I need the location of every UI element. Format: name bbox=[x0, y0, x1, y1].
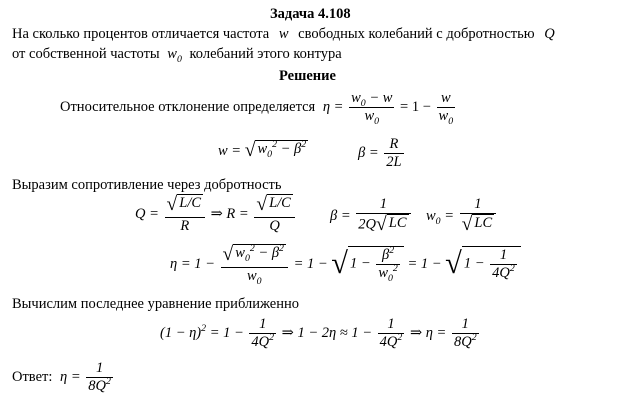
equation-beta-via-Q: β = $\frac{1}{2Q√ LC}$ bbox=[330, 196, 413, 236]
equation-approximation: $(1 - \eta)^2 = 1$ − $\frac{1}{4Q^2}$ ⇒ 1 − 2η ≈ 1 − $\frac{1}{4Q^2}$ ⇒ η = $\frac{1}{8Q^2}$ bbox=[160, 316, 477, 350]
equation-Q-and-R: Q = $\frac{√ L/C}{R}$ ⇒ R = $\frac{√ L/C}{Q}$ bbox=[135, 194, 297, 234]
problem-statement-line-1: На сколько процентов отличается частота w свободных колебаний с добротностью Q bbox=[12, 26, 555, 42]
relative-deviation-line: Относительное отклонение определяется η = $\frac{w_0 - w}{w_0}$ = 1 − $\frac{w}{w_0}$ bbox=[60, 90, 454, 127]
approximate-text: Вычислим последнее уравнение приближенно bbox=[12, 296, 299, 312]
equation-w0: $w_0$ = $\frac{1}{√ LC}$ bbox=[426, 196, 498, 236]
express-resistance-text: Выразим сопротивление через добротность bbox=[12, 177, 282, 193]
equation-eta-chain: η = 1 − $\frac{√ w_0^2 - \beta^2}{w_0}$ = 1 − √ 1 − $\frac{\beta^2}{w_0^2}$ = 1 − √ 1 − $\frac{1}{4Q^2}$ bbox=[170, 244, 521, 284]
equation-w-sqrt: w = √ $w_0^2 - \beta^2$ bbox=[218, 139, 307, 161]
equation-beta: β = $\frac{R}{2L}$ bbox=[358, 136, 402, 170]
problem-statement-line-2: от собственной частоты $w_0$ колебаний этого контура bbox=[12, 46, 342, 65]
answer-line: Ответ: η = $\frac{1}{8Q^2}$ bbox=[12, 360, 111, 394]
problem-title: Задача 4.108 bbox=[270, 6, 351, 22]
solution-heading: Решение bbox=[279, 68, 336, 84]
equation-eta-fraction: $\frac{w_0 - w}{w_0}$ bbox=[351, 90, 393, 127]
